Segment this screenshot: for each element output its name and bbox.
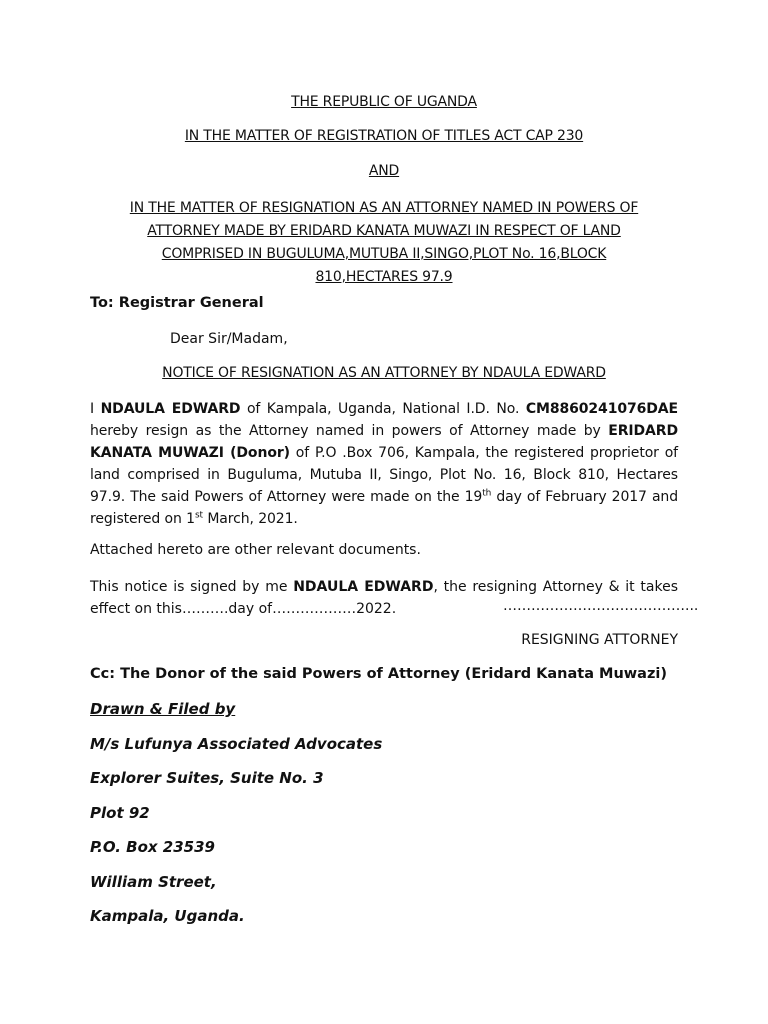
address-line: Kampala, Uganda. — [90, 907, 245, 925]
signer-name: NDAULA EDWARD — [293, 579, 434, 595]
body-text: March, 2021. — [202, 511, 298, 527]
attorney-name: NDAULA EDWARD — [100, 401, 241, 417]
signature-line: …………………………………... — [503, 598, 699, 614]
body-text: of P.O .Box 706, Kampala, the registered proprietor of land comprised in Buguluma, Mutuba II, Singo, Plot No. 16, Block 810, Hectares 97.9. The said Powers of Attorney were made on the 19 — [90, 445, 678, 505]
heading-matter-resignation — [90, 197, 678, 289]
address-line: P.O. Box 23539 — [90, 838, 215, 856]
drawn-filed-label: Drawn & Filed by — [90, 700, 236, 718]
signed-text: This notice is signed by me — [90, 579, 294, 595]
addressee: To: Registrar General — [90, 295, 264, 311]
superscript: st — [194, 510, 203, 521]
superscript: th — [482, 488, 492, 499]
heading-and: AND — [368, 163, 400, 179]
heading-line: ATTORNEY MADE BY ERIDARD KANATA MUWAZI IN RESPECT OF LAND — [147, 223, 621, 239]
body-paragraph — [90, 398, 678, 530]
donor-name: ERIDARD KANATA MUWAZI (Donor) — [90, 423, 678, 461]
attached-note: Attached hereto are other relevant documents. — [90, 542, 421, 558]
signed-text: , the resigning Attorney & it takes effect on this……….day of………………2022. — [90, 579, 678, 617]
notice-title: NOTICE OF RESIGNATION AS AN ATTORNEY BY NDAULA EDWARD — [162, 365, 606, 381]
address-line: William Street, — [90, 873, 217, 891]
cc-line: Cc: The Donor of the said Powers of Attorney (Eridard Kanata Muwazi) — [90, 666, 668, 682]
heading-republic: THE REPUBLIC OF UGANDA — [291, 94, 477, 110]
heading-line: 810,HECTARES 97.9 — [315, 269, 453, 285]
body-text: day of February 2017 and registered on 1 — [90, 489, 678, 527]
address-line: Explorer Suites, Suite No. 3 — [90, 769, 324, 787]
national-id: CM8860241076DAE — [525, 401, 678, 417]
address-line: Plot 92 — [90, 804, 150, 822]
resigning-attorney-label: RESIGNING ATTORNEY — [521, 632, 678, 648]
body-text: hereby resign as the Attorney named in powers of Attorney made by — [90, 423, 609, 439]
heading-line: IN THE MATTER OF RESIGNATION AS AN ATTORNEY NAMED IN POWERS OF — [129, 200, 639, 216]
body-text: of Kampala, Uganda, National I.D. No. — [240, 401, 526, 417]
body-text: I — [90, 401, 101, 417]
heading-matter-registration: IN THE MATTER OF REGISTRATION OF TITLES ACT CAP 230 — [184, 128, 584, 144]
salutation: Dear Sir/Madam, — [170, 331, 288, 347]
heading-line: COMPRISED IN BUGULUMA,MUTUBA II,SINGO,PLOT No. 16,BLOCK — [161, 246, 607, 262]
firm-name: M/s Lufunya Associated Advocates — [90, 735, 383, 753]
